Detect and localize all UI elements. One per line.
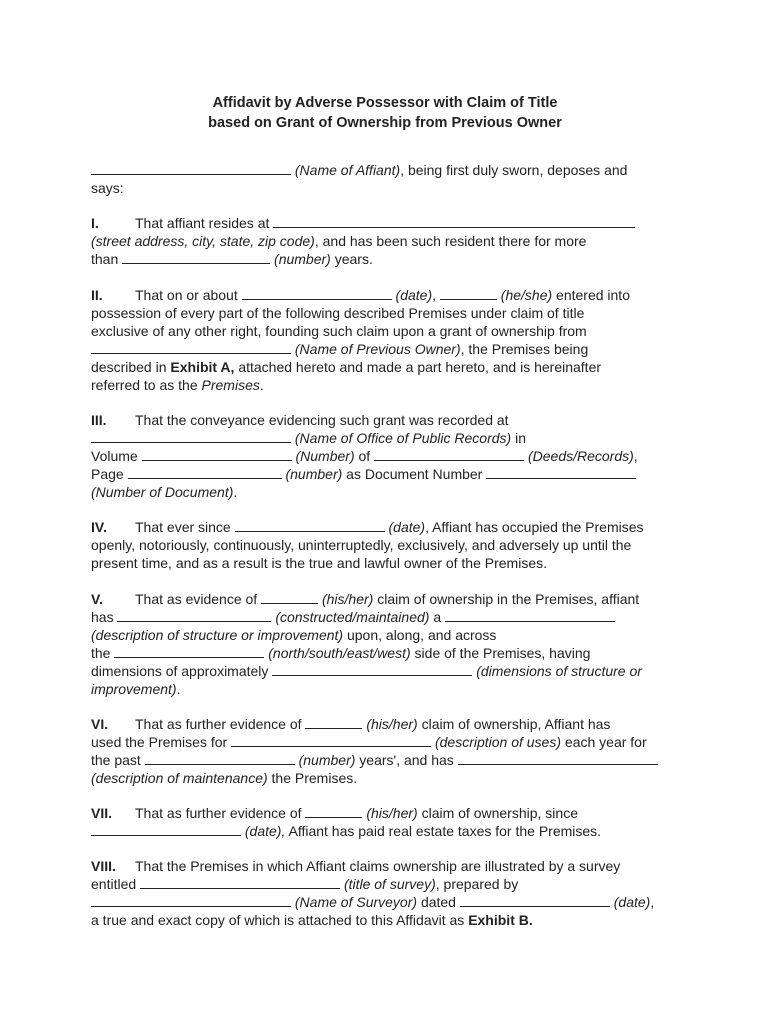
section-6-text-5: the past [91, 752, 141, 768]
previous-owner-blank[interactable] [91, 340, 291, 354]
section-3-line-4 [91, 465, 636, 483]
document-number-label: as Document Number [346, 466, 483, 482]
section-6-text: That as further evidence of [135, 716, 302, 732]
section-6-text-6: years', and has [359, 752, 454, 768]
section-5-line-5 [91, 662, 642, 680]
maintenance-hint: (description of maintenance) [91, 770, 268, 786]
section-3-text-2: in [515, 430, 526, 446]
section-3-of: of [358, 448, 371, 464]
section-6-line-2 [91, 733, 647, 751]
section-2-line-6 [91, 376, 264, 394]
past-years-blank[interactable] [145, 751, 295, 765]
past-years-hint: (number) [298, 752, 356, 768]
possession-date-blank[interactable] [242, 286, 392, 300]
section-8-text: That the Premises in which Affiant claims ownership are illustrated by a survey [135, 858, 621, 874]
residence-blank[interactable] [273, 214, 635, 228]
section-7-pronoun-hint: (his/her) [366, 805, 418, 821]
section-7-pronoun-blank[interactable] [305, 804, 362, 818]
surveyor-name-hint: (Name of Surveyor) [294, 894, 418, 910]
document-title-line-1: Affidavit by Adverse Possessor with Claim of Title [212, 95, 558, 111]
section-5-text-5: side of the Premises, having [414, 645, 591, 661]
direction-hint: (north/south/east/west) [268, 645, 411, 661]
address-hint: (street address, city, state, zip code) [91, 233, 315, 249]
maintenance-blank[interactable] [458, 751, 658, 765]
occupied-date-hint: (date) [388, 519, 426, 535]
survey-title-hint: (title of survey) [343, 876, 436, 892]
section-1-text-4: years. [334, 251, 373, 267]
pronoun-hint: (he/she) [500, 287, 553, 303]
section-2-period: . [259, 377, 264, 393]
survey-title-blank[interactable] [140, 875, 340, 889]
survey-date-hint: (date) [613, 894, 651, 910]
section-4-line-2: openly, notoriously, continuously, uninterruptedly, exclusively, and adversely up until the [91, 537, 632, 553]
section-5-text-2: claim of ownership in the Premises, affiant [377, 591, 640, 607]
dimensions-blank[interactable] [272, 662, 472, 676]
section-1-line-3 [91, 250, 373, 268]
section-3-line-1 [91, 411, 509, 429]
section-5-line-2 [91, 608, 615, 626]
section-6-number: VI. [91, 716, 109, 732]
section-6-pronoun-blank[interactable] [305, 715, 362, 729]
premises-term: Premises [201, 377, 260, 393]
section-7-text-3: Affiant has paid real estate taxes for the Premises. [288, 823, 602, 839]
document-number-blank[interactable] [486, 465, 636, 479]
affiant-name-hint: (Name of Affiant) [294, 162, 401, 178]
section-8-text-4: a true and exact copy of which is attached to this Affidavit as [91, 912, 465, 928]
records-office-blank[interactable] [91, 429, 291, 443]
document-number-hint: (Number of Document) [91, 484, 234, 500]
section-5-line-3 [91, 626, 496, 644]
section-2-line-4 [91, 340, 588, 358]
section-2-comma: , [432, 287, 436, 303]
years-hint: (number) [274, 251, 331, 267]
constructed-blank[interactable] [117, 608, 271, 622]
section-5-text-4: upon, along, and across [346, 627, 497, 643]
structure-blank[interactable] [445, 608, 615, 622]
section-8-line-4 [91, 911, 533, 929]
uses-blank[interactable] [231, 733, 431, 747]
section-7-text: That as further evidence of [135, 805, 302, 821]
section-7-line-1 [91, 804, 578, 822]
exhibit-b-label: Exhibit B. [468, 912, 533, 928]
section-5-line-1 [91, 590, 639, 608]
section-8-line-1 [91, 857, 620, 875]
section-2-line-2: possession of every part of the following described Premises under claim of title [91, 305, 585, 321]
section-8-text-2: entitled [91, 876, 137, 892]
possessive-pronoun-hint: (his/her) [321, 591, 374, 607]
section-6-text-2: claim of ownership, Affiant has [421, 716, 611, 732]
section-7-text-2: claim of ownership, since [421, 805, 578, 821]
deeds-records-hint: (Deeds/Records) [527, 448, 634, 464]
section-1-text: That affiant resides at [135, 215, 270, 231]
section-8-number: VIII. [91, 858, 116, 874]
surveyor-name-blank[interactable] [91, 893, 291, 907]
section-2-text-3: , the Premises being [460, 341, 589, 357]
section-3-number: III. [91, 412, 107, 428]
section-4-text: That ever since [135, 519, 231, 535]
structure-hint: (description of structure or improvement) [91, 627, 344, 643]
section-3-text: That the conveyance evidencing such grant was recorded at [135, 412, 509, 428]
affiant-name-blank[interactable] [91, 161, 291, 175]
section-7-number: VII. [91, 805, 113, 821]
uses-hint: (description of uses) [434, 734, 562, 750]
section-6-text-7: the Premises. [271, 770, 358, 786]
section-8-comma: , [650, 894, 655, 910]
section-4-line-1 [91, 518, 644, 536]
section-6-pronoun-hint: (his/her) [366, 716, 418, 732]
section-2-text-5: attached hereto and made a part hereto, and is hereinafter [238, 359, 602, 375]
document-title-line-2: based on Grant of Ownership from Previous Owner [208, 115, 562, 131]
pronoun-blank[interactable] [440, 286, 497, 300]
section-6-text-4: each year for [564, 734, 647, 750]
section-5-number: V. [91, 591, 103, 607]
section-3-comma: , [633, 448, 638, 464]
section-2-line-3: exclusive of any other right, founding such claim upon a grant of ownership from [91, 323, 587, 339]
section-1-line-2 [91, 232, 586, 250]
section-7-line-2 [91, 822, 601, 840]
section-5-line-4 [91, 644, 590, 662]
section-4-line-3: present time, and as a result is the true and lawful owner of the Premises. [91, 555, 548, 571]
dimensions-hint: (dimensions of structure or [476, 663, 642, 679]
exhibit-a-label: Exhibit A, [170, 359, 235, 375]
section-6-line-4 [91, 769, 357, 787]
section-8-line-2 [91, 875, 518, 893]
section-8-dated: dated [420, 894, 456, 910]
section-5-text-3: has [91, 609, 114, 625]
intro-line-2: says: [91, 180, 124, 196]
improvement-hint: improvement) [91, 681, 177, 697]
section-5-a: a [433, 609, 442, 625]
previous-owner-hint: (Name of Previous Owner) [294, 341, 461, 357]
section-3-period: . [233, 484, 238, 500]
section-6-line-1 [91, 715, 610, 733]
section-5-the: the [91, 645, 111, 661]
intro-text: , being first duly sworn, deposes and [400, 162, 628, 178]
section-5-line-6 [91, 680, 180, 698]
direction-blank[interactable] [114, 644, 264, 658]
volume-label: Volume [91, 448, 138, 464]
section-8-text-3: , prepared by [435, 876, 519, 892]
volume-blank[interactable] [142, 447, 292, 461]
section-3-line-3 [91, 447, 638, 465]
section-1-line-1 [91, 214, 635, 232]
section-2-line-1 [91, 286, 630, 304]
years-blank[interactable] [122, 250, 270, 264]
section-1-number: I. [91, 215, 99, 231]
taxes-date-hint: (date), [244, 823, 286, 839]
deeds-records-blank[interactable] [374, 447, 524, 461]
taxes-date-blank[interactable] [91, 822, 241, 836]
section-2-number: II. [91, 287, 103, 303]
intro-line-1 [91, 161, 627, 179]
page-label: Page [91, 466, 124, 482]
section-6-line-3 [91, 751, 658, 769]
section-1-text-3: than [91, 251, 119, 267]
occupied-since-blank[interactable] [235, 518, 385, 532]
records-office-hint: (Name of Office of Public Records) [294, 430, 512, 446]
volume-hint: (Number) [295, 448, 355, 464]
section-8-line-3 [91, 893, 654, 911]
section-2-line-5 [91, 358, 601, 376]
section-2-text-2: entered into [556, 287, 630, 303]
section-5-text-6: dimensions of approximately [91, 663, 269, 679]
section-6-text-3: used the Premises for [91, 734, 228, 750]
section-2-text-4: described in [91, 359, 167, 375]
date-hint: (date) [395, 287, 433, 303]
section-3-line-5 [91, 483, 237, 501]
section-2-text-6: referred to as the [91, 377, 198, 393]
section-5-text: That as evidence of [135, 591, 258, 607]
constructed-hint: (constructed/maintained) [275, 609, 430, 625]
section-5-period: . [176, 681, 181, 697]
possessive-pronoun-blank[interactable] [261, 590, 318, 604]
survey-date-blank[interactable] [460, 893, 610, 907]
section-1-text-2: , and has been such resident there for more [314, 233, 587, 249]
page-number-blank[interactable] [128, 465, 282, 479]
section-3-line-2 [91, 429, 526, 447]
page-number-hint: (number) [285, 466, 343, 482]
section-4-text-2: , Affiant has occupied the Premises [425, 519, 644, 535]
section-4-number: IV. [91, 519, 107, 535]
section-2-text: That on or about [135, 287, 238, 303]
